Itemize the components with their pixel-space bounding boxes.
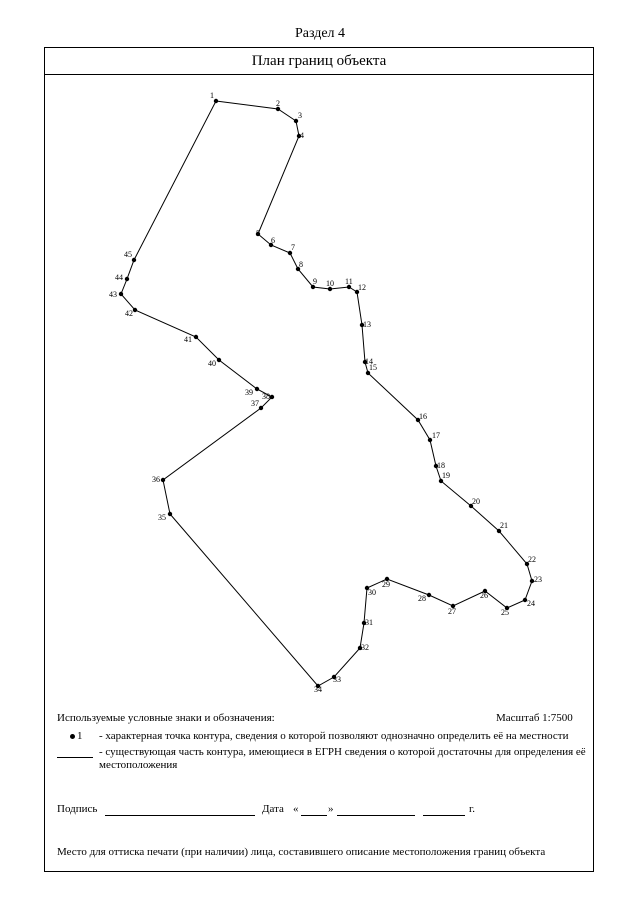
boundary-point-label-27: 27 [448, 607, 456, 616]
boundary-point-label-16: 16 [419, 412, 427, 421]
legend-line-row [57, 746, 589, 772]
signature-label: Подпись [57, 803, 98, 815]
boundary-point-44 [125, 277, 129, 281]
boundary-point-label-42: 42 [125, 309, 133, 318]
boundary-point-label-23: 23 [534, 575, 542, 584]
boundary-point-label-2: 2 [276, 99, 280, 108]
boundary-point-43 [119, 292, 123, 296]
boundary-point-label-7: 7 [291, 243, 295, 252]
boundary-point-label-17: 17 [432, 431, 440, 440]
boundary-point-38 [270, 395, 274, 399]
year-suffix: г. [469, 803, 476, 815]
boundary-point-35 [168, 512, 172, 516]
boundary-point-37 [259, 406, 263, 410]
boundary-point-41 [194, 335, 198, 339]
section-title: Раздел 4 [294, 26, 346, 41]
legend-point-row [57, 730, 589, 743]
stamp-place-text: Место для оттиска печати (при наличии) лица, составившего описание местоположения границ объекта [57, 846, 546, 858]
boundary-point-label-1: 1 [210, 91, 214, 100]
boundary-point-label-41: 41 [184, 335, 192, 344]
boundary-point-42 [133, 308, 137, 312]
boundary-point-36 [161, 478, 165, 482]
point-symbol [57, 730, 99, 743]
signature-row [57, 803, 537, 819]
boundary-point-28 [427, 593, 431, 597]
boundary-point-label-10: 10 [326, 279, 334, 288]
legend-point-text: - характерная точка контура, сведения о которой позволяют однозначно определить её на местности [99, 730, 569, 742]
point-symbol-number: 1 [77, 730, 83, 742]
line-symbol [57, 746, 99, 759]
boundary-point-label-18: 18 [437, 461, 445, 470]
boundary-point-label-4: 4 [300, 131, 304, 140]
boundary-point-45 [132, 258, 136, 262]
boundary-point-40 [217, 358, 221, 362]
boundary-point-label-34: 34 [314, 685, 322, 694]
boundary-point-label-8: 8 [299, 260, 303, 269]
scale-label: Масштаб 1:7500 [496, 712, 573, 724]
boundary-contour [121, 101, 532, 686]
date-quote-open: « [293, 803, 299, 815]
boundary-point-label-36: 36 [152, 475, 160, 484]
boundary-point-label-6: 6 [271, 236, 275, 245]
boundary-point-label-13: 13 [363, 320, 371, 329]
boundary-point-label-28: 28 [418, 594, 426, 603]
legend-line-text: - существующая часть контура, имеющиеся в ЕГРН сведения о которой достаточны для определения её местоположения [99, 746, 586, 771]
boundary-point-label-21: 21 [500, 521, 508, 530]
boundary-point-label-12: 12 [358, 283, 366, 292]
boundary-point-label-25: 25 [501, 608, 509, 617]
boundary-point-label-3: 3 [298, 111, 302, 120]
date-year-field[interactable] [423, 803, 465, 816]
boundary-point-label-31: 31 [365, 618, 373, 627]
boundary-point-label-26: 26 [480, 591, 488, 600]
boundary-point-label-40: 40 [208, 359, 216, 368]
boundary-point-label-20: 20 [472, 497, 480, 506]
boundary-point-label-35: 35 [158, 513, 166, 522]
boundary-point-label-37: 37 [251, 399, 259, 408]
point-dot-icon [70, 734, 75, 739]
signature-field[interactable] [105, 803, 255, 816]
boundary-point-label-32: 32 [361, 643, 369, 652]
boundary-point-label-30: 30 [368, 588, 376, 597]
boundary-point-label-19: 19 [442, 471, 450, 480]
plan-title: План границ объекта [45, 48, 593, 75]
boundary-point-label-11: 11 [345, 277, 353, 286]
boundary-point-label-14: 14 [365, 357, 373, 366]
boundary-point-label-44: 44 [115, 273, 123, 282]
boundary-point-label-43: 43 [109, 290, 117, 299]
date-day-field[interactable] [301, 803, 327, 816]
line-segment-icon [57, 757, 93, 758]
boundary-point-label-45: 45 [124, 250, 132, 259]
boundary-point-label-24: 24 [527, 599, 535, 608]
boundary-point-label-38: 38 [262, 392, 270, 401]
boundary-point-label-9: 9 [313, 277, 317, 286]
date-label: Дата [262, 803, 284, 815]
boundary-point-label-29: 29 [382, 580, 390, 589]
boundary-point-label-33: 33 [333, 675, 341, 684]
boundary-point-label-39: 39 [245, 388, 253, 397]
boundary-point-label-22: 22 [528, 555, 536, 564]
boundary-point-label-5: 5 [256, 229, 260, 238]
boundary-point-1 [214, 99, 218, 103]
date-month-field[interactable] [337, 803, 415, 816]
boundary-point-39 [255, 387, 259, 391]
date-quote-close: » [328, 803, 334, 815]
boundary-point-label-15: 15 [369, 363, 377, 372]
legend-heading: Используемые условные знаки и обозначения: [57, 712, 275, 724]
